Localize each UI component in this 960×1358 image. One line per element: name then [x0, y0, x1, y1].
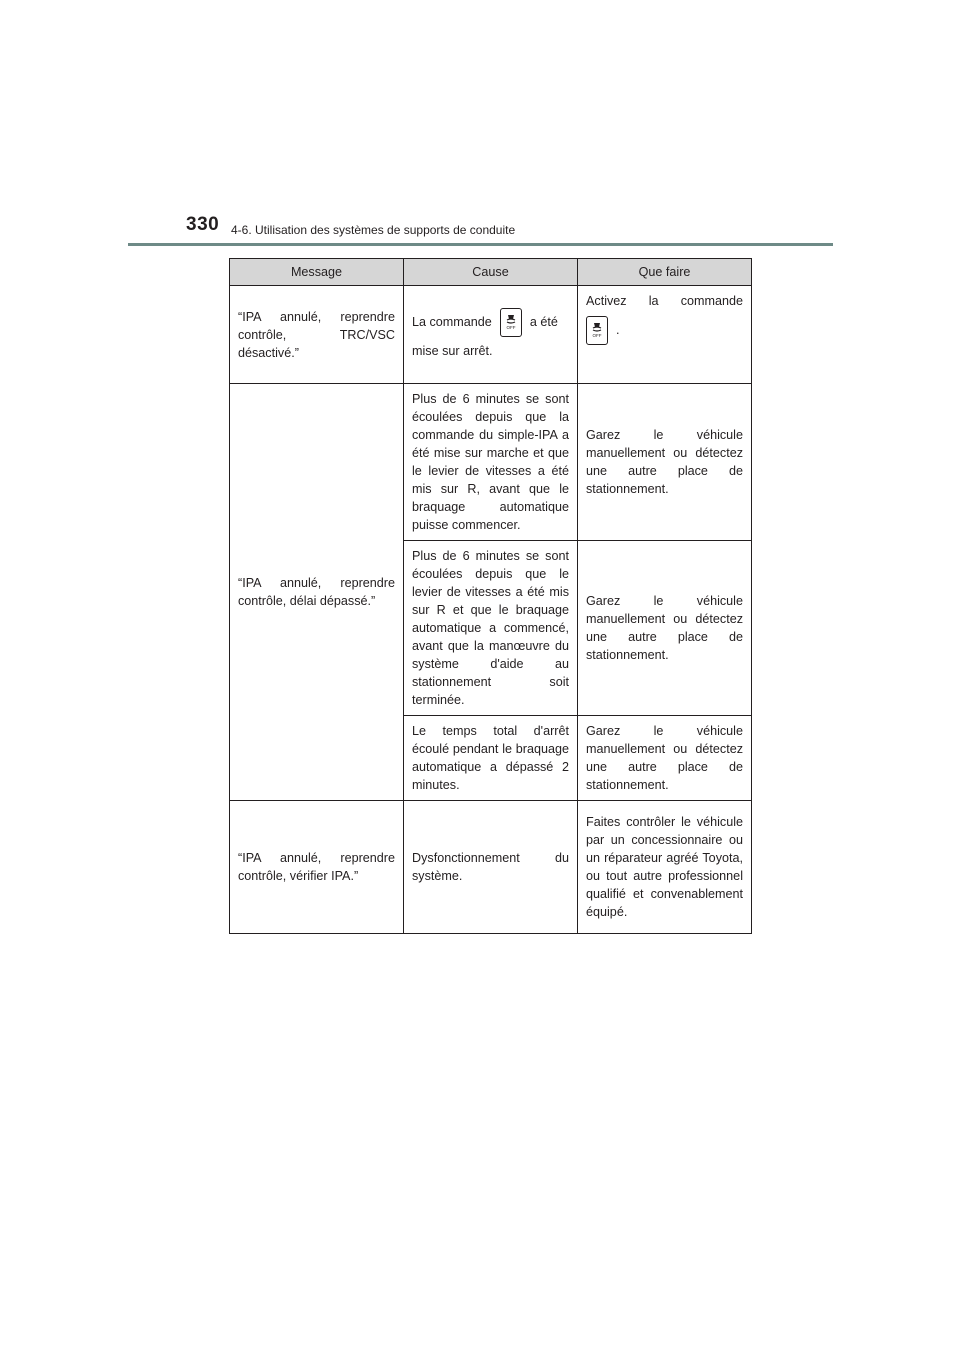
action-cell: [578, 286, 752, 384]
cause-cell: Dysfonctionnement du système.: [404, 801, 578, 934]
section-title: 4-6. Utilisation des systèmes de supports de conduite: [231, 223, 516, 237]
column-header-action: Que faire: [578, 259, 752, 286]
table-row: [230, 384, 752, 541]
action-cell: Garez le véhicule manuellement ou détectez une autre place de stationnement.: [578, 541, 752, 716]
action-text-end: .: [616, 322, 620, 337]
cause-cell: [404, 286, 578, 384]
vsc-off-switch-icon: [586, 316, 608, 345]
action-cell: Faites contrôler le véhicule par un concessionnaire ou un réparateur agréé Toyota, ou tout autre professionnel qualifié et convenablement équipé.: [578, 801, 752, 934]
table-row: [230, 286, 752, 384]
action-cell: Garez le véhicule manuellement ou détectez une autre place de stationnement.: [578, 384, 752, 541]
message-cell: “IPA annulé, reprendre contrôle, délai dépassé.”: [230, 384, 404, 801]
cause-text-middle: a été: [529, 314, 558, 329]
cause-cell: Plus de 6 minutes se sont écoulées depuis que la commande du simple-IPA a été mise sur marche et que le levier de vitesses a été mis sur R, avant que le braquage automatique puisse commencer.: [404, 384, 578, 541]
vsc-off-switch-icon: [500, 308, 522, 337]
svg-text:OFF: OFF: [592, 333, 602, 338]
message-table: [229, 258, 752, 934]
table-header-row: [230, 259, 752, 286]
header-rule: [128, 243, 833, 246]
cause-cell: Le temps total d'arrêt écoulé pendant le braquage automatique a dépassé 2 minutes.: [404, 716, 578, 801]
cause-cell: Plus de 6 minutes se sont écoulées depuis que le levier de vitesses a été mis sur R et que le braquage automatique a commencé, avant que la manœuvre du système d'aide au stationnement soit terminée.: [404, 541, 578, 716]
page-number: 330: [186, 214, 220, 235]
table-row: [230, 801, 752, 934]
column-header-message: Message: [230, 259, 404, 286]
message-cell: “IPA annulé, reprendre contrôle, vérifier IPA.”: [230, 801, 404, 934]
action-cell: Garez le véhicule manuellement ou détectez une autre place de stationnement.: [578, 716, 752, 801]
cause-text-end: mise sur arrêt.: [412, 344, 493, 358]
message-cell: “IPA annulé, reprendre contrôle, TRC/VSC désactivé.”: [230, 286, 404, 384]
cause-text-start: La commande: [412, 314, 492, 329]
column-header-cause: Cause: [404, 259, 578, 286]
action-text: Activez la commande: [586, 294, 743, 308]
svg-text:OFF: OFF: [506, 325, 516, 330]
